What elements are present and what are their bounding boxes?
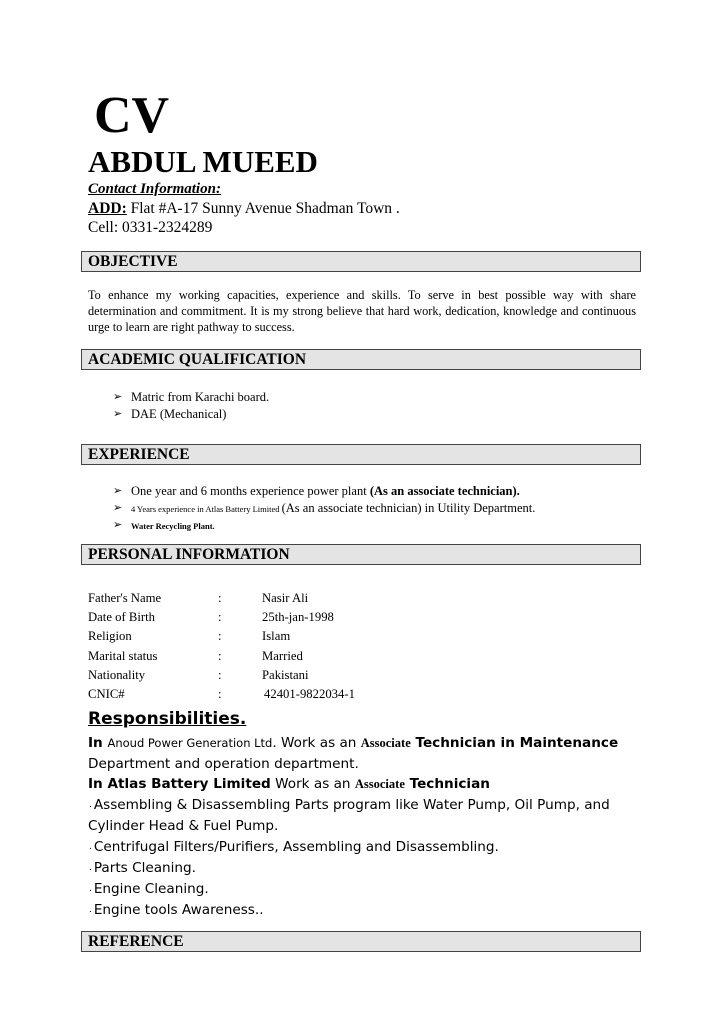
arrow-bullet-icon: ➢ — [113, 485, 123, 497]
objective-text: To enhance my working capacities, experience and skills. To serve in best possible way with share determination and commitment. It is my strong believe that hard work, dedication, knowledge and continuous urge to learn are right pathway to success. — [88, 288, 636, 334]
section-experience-title: EXPERIENCE — [88, 446, 190, 463]
address-label: ADD: — [88, 200, 127, 217]
dot-bullet-icon: ٠ — [88, 844, 93, 854]
cv-title: CV — [94, 87, 170, 144]
list-item: ➢ Water Recycling Plant. — [113, 517, 535, 535]
task-item: Cylinder Head & Fuel Pump. — [88, 818, 279, 834]
section-personal — [81, 544, 641, 565]
dot-bullet-icon: ٠ — [88, 886, 93, 896]
task-item: ٠Engine Cleaning. — [88, 881, 209, 897]
section-reference-title: REFERENCE — [88, 933, 184, 950]
section-objective-title: OBJECTIVE — [88, 253, 178, 270]
list-item: ➢ Matric from Karachi board. — [113, 390, 270, 404]
section-personal-title: PERSONAL INFORMATION — [88, 546, 290, 563]
experience-list — [113, 483, 535, 535]
task-item: ٠Engine tools Awareness.. — [88, 902, 264, 918]
dot-bullet-icon: ٠ — [88, 907, 93, 917]
section-reference — [81, 931, 641, 952]
resp-line-anoud: In Anoud Power Generation Ltd. Work as an Associate Technician in Maintenance — [88, 735, 619, 751]
applicant-name: ABDUL MUEED — [88, 144, 318, 179]
cv-page: CV ABDUL MUEED Contact Information: ADD: Flat #A-17 Sunny Avenue Shadman Town . Cell: 0331-2324289 OBJECTIVE To enhance my working capacities, experience and skills. To serve in best possible way with share determination and commitment. It is my strong believe that hard work, dedication, knowledge and continuous urge to learn are right pathway to success. ACADEMIC QUALIFICATION ➢ Matric from Karachi board. ➢ DAE (Mechanical) EXPERIENCE ➢ One year and 6 months experience power plant (As an associate technician). ➢ 4 Years experience in Atlas Battery Limited (As an associate technician) in Utility Department. ➢ Water Recycling Plant. PERSONAL INFORMATION Father's Name : Nasir Ali Date of Birth : 25th-jan-1998 Religion : Islam Marital status : Married Nationality : Pakistani CNIC# : 42401-9822034-1 Responsibilities. In Anoud Power Generation Ltd. Work as an Associate Technician in Maintenance Department and operation department. In Atlas Battery Limited Work as an Associate Technician ٠Assembling & Disassembling Parts program like Water Pump, Oil Pump, and Cylinder Head & Fuel Pump. ٠Centrifugal Filters/Purifiers, Assembling and Disassembling. ٠Parts Cleaning. ٠Engine Cleaning. ٠Engine tools Awareness.. REFERENCE — [0, 0, 724, 1024]
address-line — [88, 200, 400, 218]
responsibilities-heading: Responsibilities. — [88, 709, 247, 729]
arrow-bullet-icon: ➢ — [113, 501, 123, 514]
arrow-bullet-icon: ➢ — [113, 391, 123, 403]
section-experience — [81, 444, 641, 465]
task-item: ٠Assembling & Disassembling Parts program like Water Pump, Oil Pump, and — [88, 797, 610, 813]
section-objective — [81, 251, 641, 272]
arrow-bullet-icon: ➢ — [113, 519, 123, 531]
address-value: Flat #A-17 Sunny Avenue Shadman Town . — [126, 200, 400, 217]
dot-bullet-icon: ٠ — [88, 802, 93, 812]
list-item: ➢ 4 Years experience in Atlas Battery Limited (As an associate technician) in Utility Department. — [113, 500, 536, 515]
section-academic — [81, 349, 641, 370]
task-item: ٠Centrifugal Filters/Purifiers, Assembling and Disassembling. — [88, 839, 499, 855]
academic-list — [113, 389, 269, 422]
resp-line-atlas: In Atlas Battery Limited Work as an Associate Technician — [88, 776, 490, 792]
resp-line-department: Department and operation department. — [88, 756, 359, 772]
dot-bullet-icon: ٠ — [88, 865, 93, 875]
contact-heading: Contact Information: — [88, 181, 221, 197]
arrow-bullet-icon: ➢ — [113, 407, 123, 420]
list-item: ➢ DAE (Mechanical) — [113, 406, 227, 421]
section-academic-title: ACADEMIC QUALIFICATION — [88, 351, 307, 368]
task-item: ٠Parts Cleaning. — [88, 860, 197, 876]
list-item: ➢ One year and 6 months experience power plant (As an associate technician). — [113, 484, 520, 498]
cell-number: Cell: 0331-2324289 — [88, 219, 213, 236]
